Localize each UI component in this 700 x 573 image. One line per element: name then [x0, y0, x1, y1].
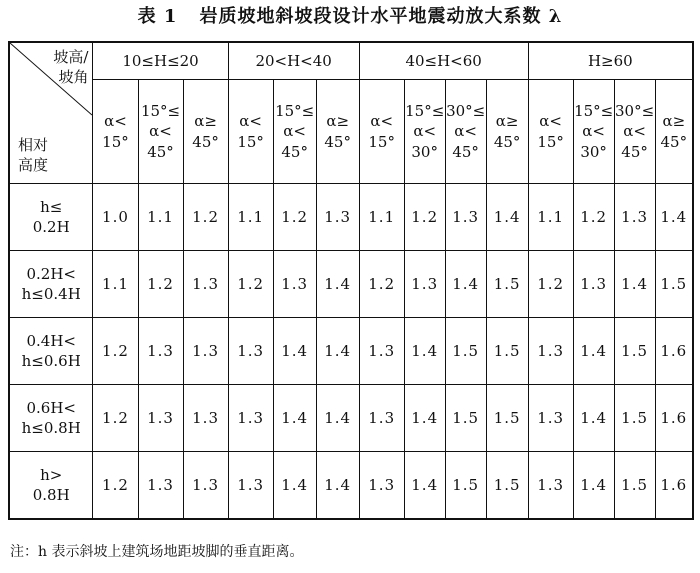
factor-value-cell: 1.2	[183, 184, 228, 251]
table-row	[9, 385, 693, 452]
relative-height-line: h≤	[40, 197, 63, 216]
factor-value-cell: 1.3	[183, 318, 228, 385]
slope-angle-line: 30°≤	[446, 102, 486, 121]
factor-value-cell: 1.3	[359, 318, 404, 385]
factor-value-cell: 1.4	[273, 452, 316, 520]
factor-value-cell: 1.3	[528, 385, 573, 452]
slope-angle-line: 45°	[147, 142, 174, 161]
factor-value-cell: 1.5	[614, 452, 655, 520]
slope-angle-header	[359, 80, 404, 184]
slope-angle-line: 30°≤	[615, 102, 655, 121]
factor-value-cell: 1.3	[573, 251, 614, 318]
slope-angle-header	[93, 80, 138, 184]
factor-value-cell: 1.3	[316, 184, 359, 251]
factor-value-cell: 1.2	[404, 184, 445, 251]
factor-value-cell: 1.3	[183, 251, 228, 318]
factor-value-cell: 1.5	[614, 385, 655, 452]
relative-height-label	[9, 385, 93, 452]
relative-height-label	[9, 318, 93, 385]
factor-value-cell: 1.3	[528, 318, 573, 385]
factor-value-cell: 1.6	[655, 385, 693, 452]
factor-value-cell: 1.3	[359, 452, 404, 520]
factor-value-cell: 1.4	[273, 385, 316, 452]
factor-value-cell: 1.5	[655, 251, 693, 318]
factor-value-cell: 1.4	[316, 452, 359, 520]
relative-height-line: 0.6H<	[26, 398, 76, 417]
slope-angle-line: 15°	[537, 132, 564, 151]
factor-value-cell: 1.4	[273, 318, 316, 385]
slope-angle-line: α<	[104, 112, 127, 131]
factor-value-cell: 1.4	[573, 385, 614, 452]
factor-value-cell: 1.4	[655, 184, 693, 251]
factor-value-cell: 1.3	[528, 452, 573, 520]
factor-value-cell: 1.4	[404, 452, 445, 520]
slope-angle-line: α≥	[495, 112, 519, 131]
height-group-header: 40≤H<60	[359, 42, 528, 80]
factor-value-cell: 1.1	[359, 184, 404, 251]
height-group-header: H≥60	[528, 42, 693, 80]
factor-value-cell: 1.2	[138, 251, 183, 318]
factor-value-cell: 1.3	[228, 385, 273, 452]
slope-angle-header-row	[9, 80, 693, 184]
slope-angle-line: 45°	[660, 132, 688, 151]
corner-header-cell	[9, 42, 93, 184]
factor-value-cell: 1.5	[486, 385, 528, 452]
slope-angle-line: 30°	[580, 142, 607, 161]
slope-angle-line: α≥	[662, 112, 686, 131]
relative-height-line: 0.4H<	[26, 331, 76, 350]
factor-value-cell: 1.3	[228, 318, 273, 385]
factor-value-cell: 1.3	[614, 184, 655, 251]
factor-value-cell: 1.3	[273, 251, 316, 318]
slope-angle-line: 15°≤	[140, 102, 181, 121]
slope-angle-line: 45°	[192, 132, 219, 151]
factor-value-cell: 1.3	[138, 318, 183, 385]
slope-angle-line: α≥	[194, 112, 217, 131]
slope-angle-line: 45°	[324, 132, 351, 151]
factor-value-cell: 1.4	[614, 251, 655, 318]
table-body	[9, 184, 693, 520]
corner-top-label: 坡高/ 坡角	[53, 48, 89, 87]
slope-angle-line: 15°	[237, 132, 264, 151]
factor-value-cell: 1.1	[528, 184, 573, 251]
slope-angle-line: α<	[283, 122, 306, 141]
relative-height-line: h≤0.8H	[21, 419, 81, 437]
slope-angle-line: α<	[582, 122, 605, 141]
corner-bottom-label: 相对 高度	[18, 135, 49, 174]
factor-value-cell: 1.1	[138, 184, 183, 251]
factor-value-cell: 1.4	[404, 385, 445, 452]
factor-value-cell: 1.3	[228, 452, 273, 520]
slope-angle-line: 15°≤	[275, 102, 315, 121]
factor-value-cell: 1.4	[486, 184, 528, 251]
table-row	[9, 251, 693, 318]
slope-angle-line: 45°	[621, 142, 648, 161]
slope-angle-header	[528, 80, 573, 184]
slope-angle-line: α<	[370, 112, 394, 131]
factor-value-cell: 1.3	[183, 385, 228, 452]
slope-angle-line: 45°	[452, 142, 479, 161]
slope-angle-header	[655, 80, 693, 184]
factor-value-cell: 1.5	[486, 251, 528, 318]
factor-value-cell: 1.2	[273, 184, 316, 251]
table-number: 表 1	[137, 6, 178, 27]
height-group-header: 10≤H≤20	[93, 42, 228, 80]
table-row	[9, 318, 693, 385]
slope-angle-header	[138, 80, 183, 184]
table-row	[9, 452, 693, 520]
relative-height-line: 0.8H	[32, 486, 70, 504]
slope-angle-line: α<	[239, 112, 262, 131]
slope-angle-header	[228, 80, 273, 184]
factor-value-cell: 1.6	[655, 318, 693, 385]
factor-value-cell: 1.5	[614, 318, 655, 385]
factor-value-cell: 1.4	[404, 318, 445, 385]
factor-value-cell: 1.2	[359, 251, 404, 318]
slope-angle-line: α≥	[326, 112, 350, 131]
table-caption: 岩质坡地斜坡段设计水平地震动放大系数 λ	[199, 6, 563, 27]
factor-value-cell: 1.4	[316, 318, 359, 385]
factor-value-cell: 1.2	[93, 385, 138, 452]
relative-height-line: h≤0.6H	[21, 352, 81, 370]
factor-value-cell: 1.4	[573, 318, 614, 385]
slope-angle-line: α<	[539, 112, 562, 131]
factor-value-cell: 1.2	[93, 452, 138, 520]
factor-value-cell: 1.3	[404, 251, 445, 318]
slope-angle-header	[445, 80, 486, 184]
slope-angle-line: α<	[454, 122, 477, 141]
factor-value-cell: 1.6	[655, 452, 693, 520]
height-group-header: 20<H<40	[228, 42, 359, 80]
slope-angle-line: 30°	[411, 142, 438, 161]
slope-angle-line: 45°	[281, 142, 308, 161]
factor-value-cell: 1.1	[93, 251, 138, 318]
factor-value-cell: 1.3	[183, 452, 228, 520]
slope-angle-line: α<	[413, 122, 437, 141]
relative-height-label	[9, 251, 93, 318]
factor-value-cell: 1.5	[486, 452, 528, 520]
slope-angle-header	[183, 80, 228, 184]
factor-value-cell: 1.2	[528, 251, 573, 318]
slope-angle-line: 15°≤	[405, 102, 445, 121]
factor-value-cell: 1.5	[445, 452, 486, 520]
slope-angle-header	[316, 80, 359, 184]
relative-height-line: 0.2H<	[26, 264, 76, 283]
slope-angle-header	[573, 80, 614, 184]
table-note: 注：h 表示斜坡上建筑场地距坡脚的垂直距离。	[10, 544, 304, 560]
factor-value-cell: 1.1	[228, 184, 273, 251]
factor-value-cell: 1.5	[486, 318, 528, 385]
slope-angle-line: 15°	[102, 132, 129, 151]
factor-value-cell: 1.5	[445, 385, 486, 452]
slope-angle-line: α<	[623, 122, 646, 141]
factor-value-cell: 1.2	[573, 184, 614, 251]
factor-value-cell: 1.3	[359, 385, 404, 452]
amplification-factor-table	[8, 41, 694, 520]
relative-height-line: h≤0.4H	[21, 285, 81, 303]
factor-value-cell: 1.3	[138, 385, 183, 452]
factor-value-cell: 1.2	[228, 251, 273, 318]
factor-value-cell: 1.2	[93, 318, 138, 385]
slope-angle-header	[486, 80, 528, 184]
slope-angle-line: 15°	[368, 132, 395, 151]
relative-height-label	[9, 452, 93, 520]
factor-value-cell: 1.4	[573, 452, 614, 520]
factor-value-cell: 1.4	[316, 251, 359, 318]
factor-value-cell: 1.3	[445, 184, 486, 251]
table-row	[9, 184, 693, 251]
slope-angle-line: 45°	[493, 132, 521, 151]
relative-height-label	[9, 184, 93, 251]
slope-angle-line: α<	[149, 122, 172, 141]
slope-angle-header	[273, 80, 316, 184]
slope-angle-header	[404, 80, 445, 184]
slope-angle-header	[614, 80, 655, 184]
relative-height-line: h>	[40, 465, 63, 484]
table-title	[0, 4, 700, 30]
slope-angle-line: 15°≤	[574, 102, 614, 121]
factor-value-cell: 1.4	[445, 251, 486, 318]
factor-value-cell: 1.0	[93, 184, 138, 251]
factor-value-cell: 1.5	[445, 318, 486, 385]
relative-height-line: 0.2H	[32, 218, 70, 236]
factor-value-cell: 1.3	[138, 452, 183, 520]
factor-value-cell: 1.4	[316, 385, 359, 452]
